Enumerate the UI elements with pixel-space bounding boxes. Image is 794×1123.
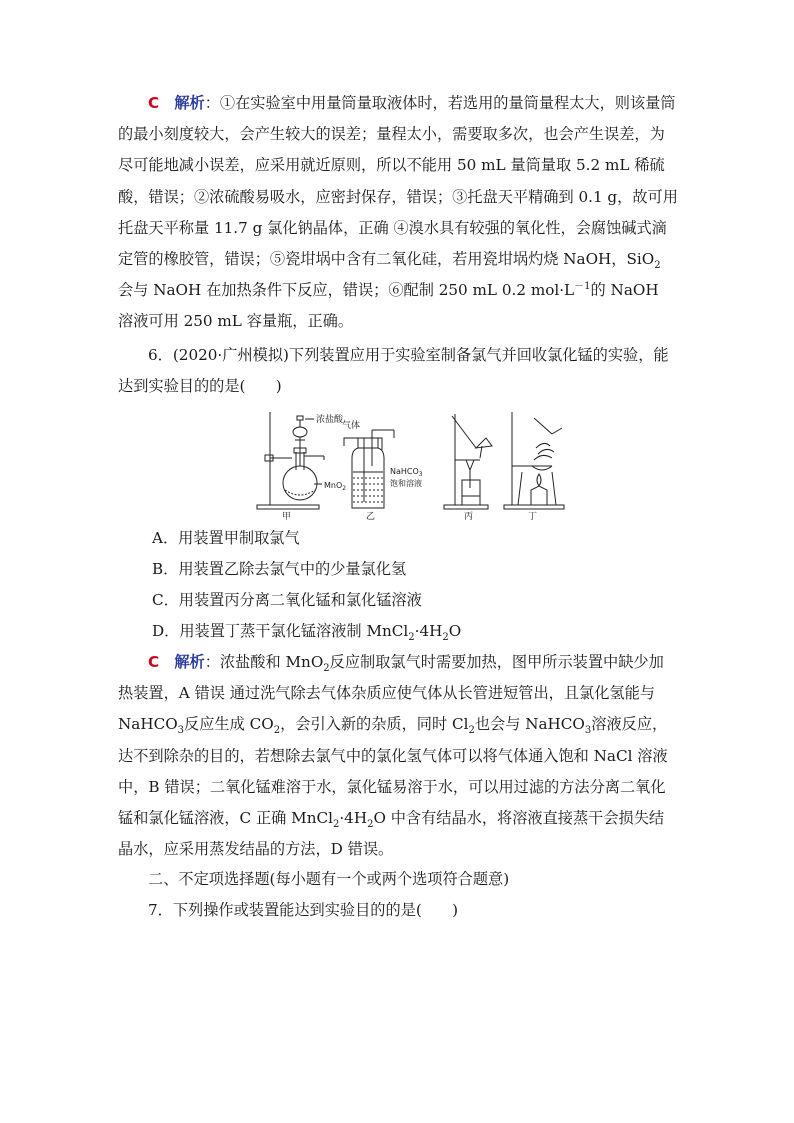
svg-text:MnO2: MnO$_2$ xyxy=(324,481,347,492)
answer-letter: C xyxy=(148,94,160,112)
explanation-label: 解析 xyxy=(174,653,205,671)
answer-letter: C xyxy=(148,653,160,671)
q6-stem: 6．(2020·广州模拟)下列装置应用于实验室制备氯气并回收氯化锰的实验，能达到实验目的的是( ) xyxy=(118,346,669,396)
svg-text:浓盐酸: 浓盐酸 xyxy=(316,415,344,425)
q6-explanation: C 解析：浓盐酸和 MnO$_2$反应制取氯气时需要加热，图甲所示装置中缺少加热装置，A 错误 通过洗气除去气体杂质应使气体从长管进短管出，且氯化氢能与 NaHCO$_3$反应生成 $CO_2$，会引入新的杂质，同时 $Cl_2$也会与 NaHCO$_3$溶液反应，达不到除杂的目的，若想除去氯气中的氯化氢气体可以将气体通入饱和 NaCl 溶液中，B 错误；二氧化锰难溶于水，氯化锰易溶于水，可以用过滤的方法分离二氧化锰和氯化锰溶液，C 正确 $MnCl_2\cdot 4H_2O$ 中含有结晶水，将溶液直接蒸干会损失结晶水，应采用蒸发结晶的方法，D 错误。 xyxy=(118,653,668,859)
svg-text:乙: 乙 xyxy=(366,512,376,521)
svg-text:饱和溶液: 饱和溶液 xyxy=(390,479,422,488)
svg-text:丁: 丁 xyxy=(528,512,538,521)
explanation-label: 解析 xyxy=(174,94,205,112)
stand-base-jia xyxy=(257,505,319,509)
svg-text:甲: 甲 xyxy=(282,512,292,521)
svg-text:气体: 气体 xyxy=(342,421,361,431)
option-a: A．用装置甲制取氯气 xyxy=(152,529,300,547)
option-b: B．用装置乙除去氯气中的少量氯化氢 xyxy=(152,560,407,578)
q5-explanation: C 解析：①在实验室中用量筒量取液体时，若选用的量筒量程太大，则该量筒的最小刻度较大，会产生较大的误差；量程太小，需要取多次，也会产生误差，为尽可能地减小误差，应采用就近原则，所以不能用 50 mL 量筒量取 5.2 mL 稀硫酸，错误；②浓硫酸易吸水，应密封保存，错误；③托盘天平精确到 0.1 g，故可用托盘天平称量 11.7 g 氯化钠晶体，正确 ④溴水具有较强的氧化性，会腐蚀碱式滴定管的橡胶管，错误；⑤瓷坩埚中含有二氧化硅，若用瓷坩埚灼烧 NaOH，SiO$_2$ 会与 NaOH 在加热条件下反应，错误；⑥配制 250 mL 0.2 $mol\cdot L^{-1}$的 NaOH 溶液可用 250 mL 容量瓶，正确。 xyxy=(118,94,678,331)
svg-text:丙: 丙 xyxy=(464,512,474,521)
wash-bottle xyxy=(352,448,384,508)
svg-text:NaHCO3: NaHCO$_3$ xyxy=(390,467,423,478)
section-heading: 二、不定项选择题(每小题有一个或两个选项符合题意) xyxy=(148,870,510,888)
option-c: C．用装置丙分离二氧化锰和氯化锰溶液 xyxy=(152,591,422,609)
apparatus-figure xyxy=(252,408,574,521)
option-d: D．用装置丁蒸干氯化锰溶液制 $MnCl_2\cdot 4H_2O$ xyxy=(152,622,462,644)
q7-stem: 7．下列操作或装置能达到实验目的的是( ) xyxy=(148,901,459,919)
